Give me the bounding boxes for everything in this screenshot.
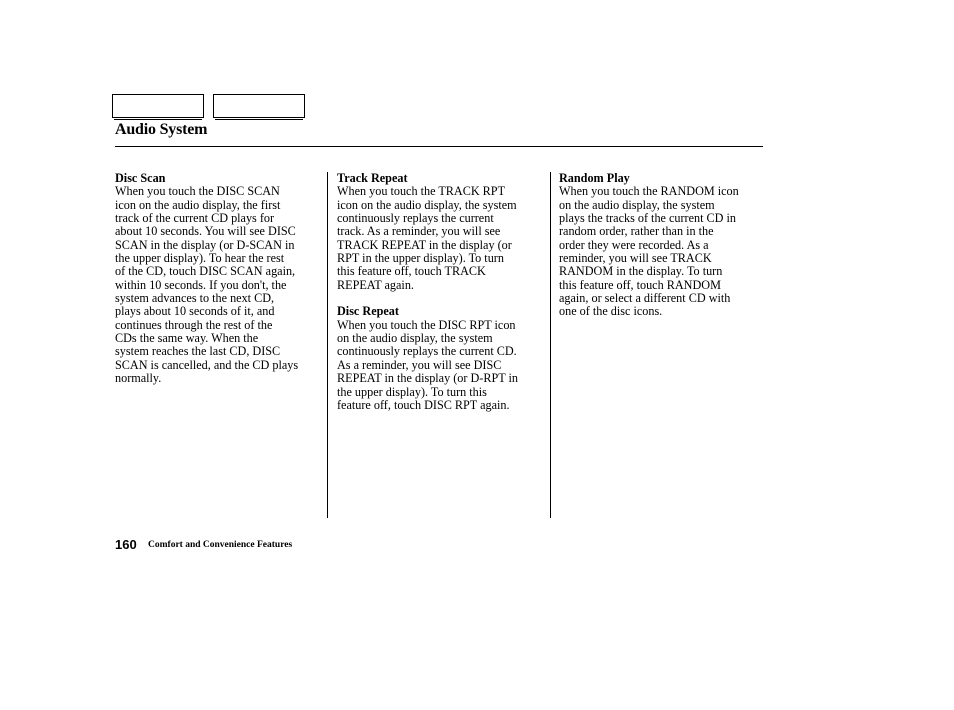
text-line: the upper display). To hear the rest [115,251,285,266]
nav-tab-box-2[interactable] [213,94,305,118]
section-gap [337,292,549,305]
text-line: REPEAT in the display (or D-RPT in [337,371,519,386]
text-line: SCAN in the display (or D-SCAN in [115,237,295,252]
text-line: this feature off, touch RANDOM [559,277,721,292]
text-line: RPT in the upper display). To turn [337,251,504,266]
text-line: RANDOM in the display. To turn [559,264,723,279]
text-line: continuously replays the current [337,211,494,226]
text-line: within 10 seconds. If you don't, the [115,277,287,292]
text-line: plays the tracks of the current CD in [559,211,737,226]
text-line: random order, rather than in the [559,224,714,239]
text-line: reminder, you will see TRACK [559,251,712,266]
text-line: CDs the same way. When the [115,331,259,346]
text-line: icon on the audio display, the first [115,197,281,212]
paragraph-random-play [559,185,771,318]
text-line: on the audio display, the system [337,331,493,346]
text-line: one of the disc icons. [559,304,663,319]
title-divider [115,146,763,147]
paragraph-disc-repeat [337,319,549,412]
nav-tab-box-1[interactable] [112,94,204,118]
text-line: track. As a reminder, you will see [337,224,501,239]
text-line: When you touch the DISC RPT icon [337,317,516,332]
text-line: TRACK REPEAT in the display (or [337,237,512,252]
text-line: system advances to the next CD, [115,291,275,306]
text-line: on the audio display, the system [559,197,715,212]
column-divider-2 [550,172,551,518]
text-line: continuously replays the current CD. [337,344,517,359]
page-number: 160 [115,537,137,552]
text-line: this feature off, touch TRACK [337,264,486,279]
text-line: again, or select a different CD with [559,291,731,306]
heading-disc-scan: Disc Scan [115,171,166,185]
column-1 [115,172,327,386]
heading-track-repeat: Track Repeat [337,171,408,185]
chapter-title: Comfort and Convenience Features [148,540,293,550]
text-line: system reaches the last CD, DISC [115,344,281,359]
text-line: feature off, touch DISC RPT again. [337,397,510,412]
column-divider-1 [327,172,328,518]
page-title: Audio System [115,121,208,138]
heading-disc-repeat: Disc Repeat [337,304,399,319]
column-3 [559,172,771,319]
column-2 [337,172,549,412]
text-line: icon on the audio display, the system [337,197,517,212]
text-line: of the CD, touch DISC SCAN again, [115,264,296,279]
text-line: the upper display). To turn this [337,384,487,399]
paragraph-disc-scan [115,185,327,385]
heading-random-play: Random Play [559,171,630,185]
text-line: plays about 10 seconds of it, and [115,304,275,319]
text-line: track of the current CD plays for [115,211,275,226]
text-line: continues through the rest of the [115,317,273,332]
text-line: order they were recorded. As a [559,237,709,252]
text-line: about 10 seconds. You will see DISC [115,224,296,239]
text-line: normally. [115,371,162,386]
text-line: REPEAT again. [337,277,414,292]
paragraph-track-repeat [337,185,549,292]
text-line: As a reminder, you will see DISC [337,357,502,372]
text-line: When you touch the RANDOM icon [559,184,739,199]
text-line: SCAN is cancelled, and the CD plays [115,357,299,372]
text-line: When you touch the TRACK RPT [337,184,506,199]
text-line: When you touch the DISC SCAN [115,184,280,199]
